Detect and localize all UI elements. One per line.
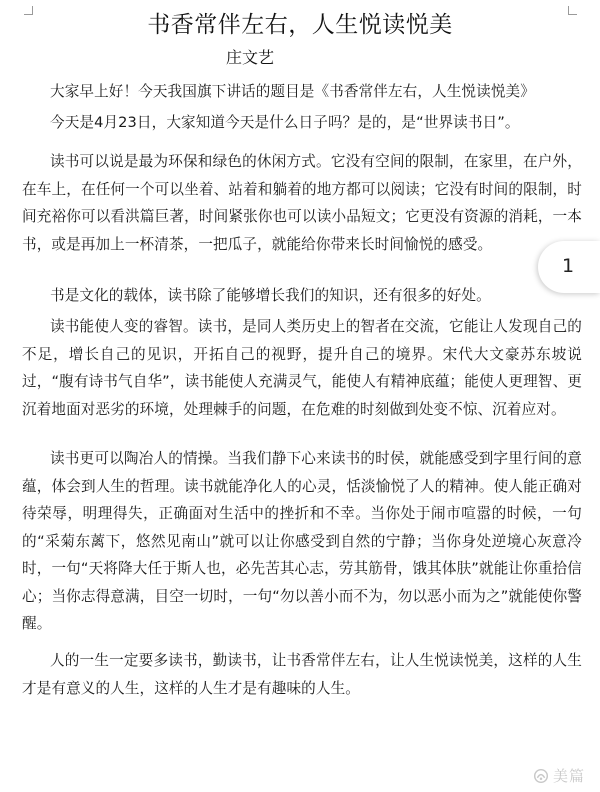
- watermark: [532, 766, 585, 786]
- meipian-logo-icon: [532, 767, 550, 785]
- paragraph-1: 大家早上好！今天我国旗下讲话的题目是《书香常伴左右，人生悦读悦美》: [50, 83, 535, 100]
- document-author: 庄文艺: [226, 48, 275, 67]
- page-number: 1: [562, 255, 575, 277]
- paragraph-3: 读书可以说是最为环保和绿色的休闲方式。它没有空间的限制，在家里，在户外，在车上，在任何一个可以坐着、站着和躺着的地方都可以阅读；它没有时间的限制，时间充裕你可以看洪篇巨著，时间紧张你也可以读小品短文；它更没有资源的消耗，一本书，或是再加上一杯清茶，一把瓜子，就能给你带来长时间愉悦的感受。: [22, 153, 582, 253]
- document-title: 书香常伴左右，人生悦读悦美: [147, 12, 453, 38]
- page-number-badge[interactable]: [538, 241, 600, 293]
- paragraph-4: 书是文化的载体，读书除了能够增长我们的知识，还有很多的好处。: [50, 287, 491, 304]
- paragraph-7: 人的一生一定要多读书，勤读书，让书香常伴左右，让人生悦读悦美，这样的人生才是有意义的人生，这样的人生才是有趣味的人生。: [22, 652, 582, 697]
- watermark-text: 美篇: [553, 767, 586, 785]
- paragraph-6: 读书更可以陶冶人的情操。当我们静下心来读书的时侯，就能感受到字里行间的意蕴，体会到人生的哲理。读书就能净化人的心灵，恬淡愉悦了人的精神。使人能正确对待荣辱，明理得失，正确面对生活中的挫折和不幸。当你处于闹市喧嚣的时候，一句的“采菊东蓠下，悠然见南山”就可以让你感受到自然的宁静；当你身处逆境心灰意冷时，一句“天将降大任于斯人也，必先苦其心志，劳其筋骨，饿其体肤”就能让你重拾信心；当你志得意满，目空一切时，一句“勿以善小而不为，勿以恶小而为之”就能使你警醒。: [22, 450, 582, 632]
- paragraph-2: 今天是4月23日，大家知道今天是什么日子吗？是的，是“世界读书日”。: [50, 114, 520, 131]
- paragraph-5: 读书能使人变的睿智。读书，是同人类历史上的智者在交流，它能让人发现自己的不足，增长自己的见识，开拓自己的视野，提升自己的境界。宋代大文豪苏东坡说过，“腹有诗书气自华”，读书能使人充满灵气，能使人有精神底蕴；能使人更理智、更沉着地面对恶劣的环境，处理棘手的问题，在危难的时刻做到处变不惊、沉着应对。: [22, 318, 582, 418]
